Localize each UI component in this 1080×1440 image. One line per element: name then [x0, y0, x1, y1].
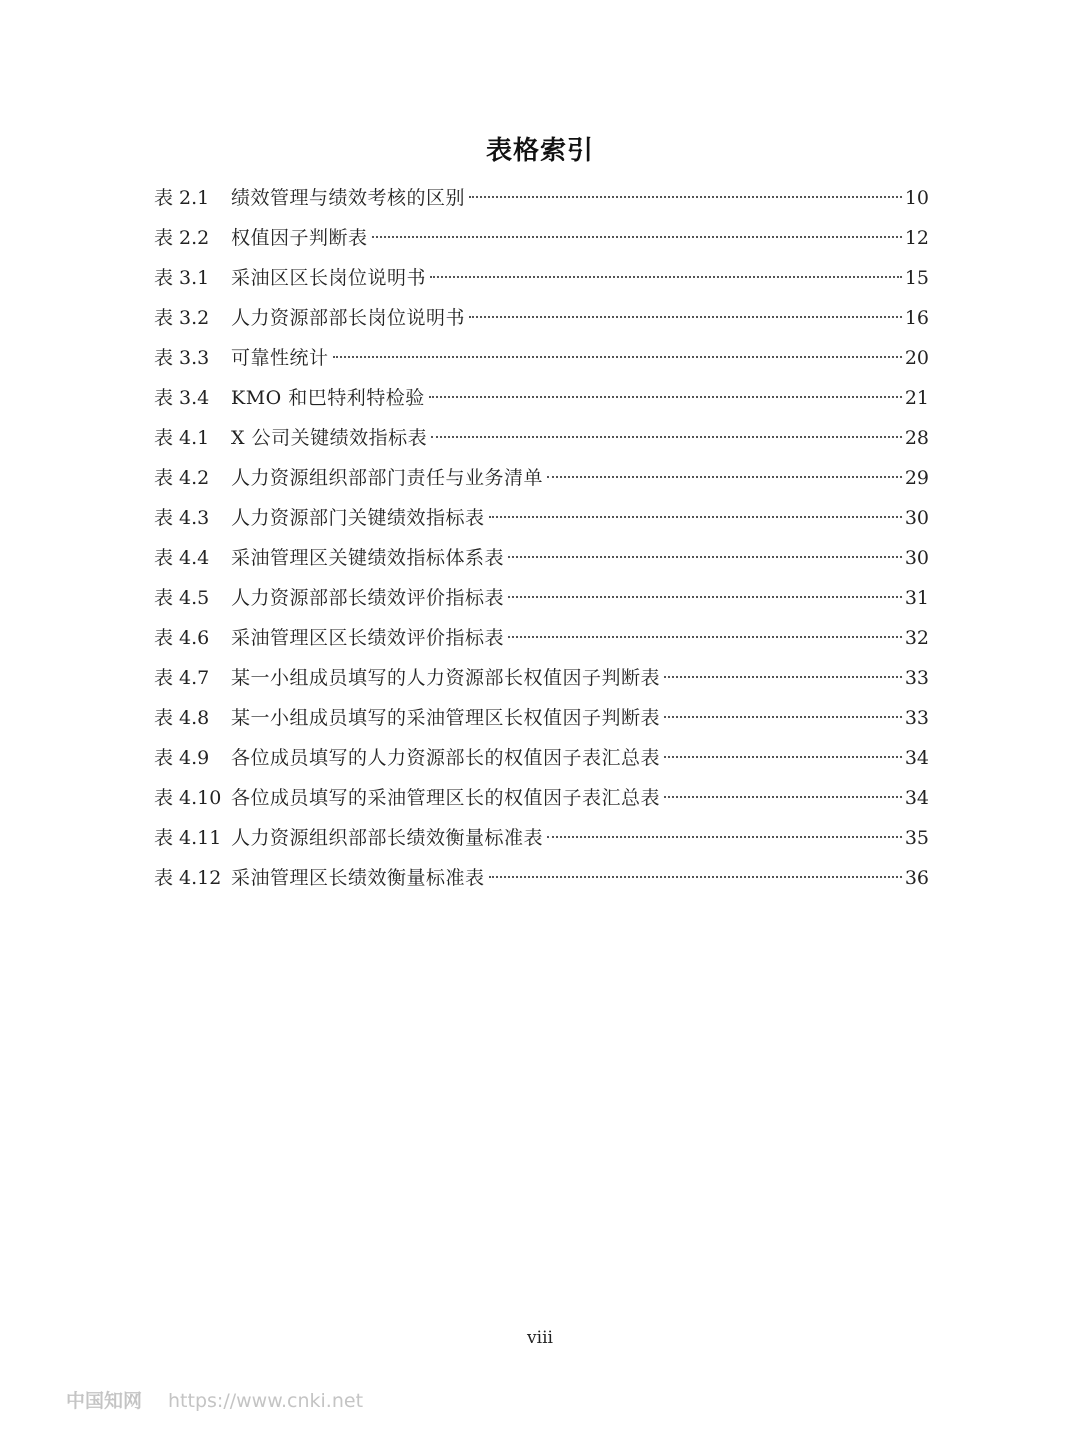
- dot-leader: [489, 516, 902, 518]
- toc-entry-number: 表 2.1: [154, 187, 210, 209]
- toc-entry-page: 20: [904, 347, 929, 369]
- dot-leader: [431, 436, 902, 438]
- toc-entry[interactable]: [154, 338, 929, 378]
- dot-leader: [508, 596, 902, 598]
- toc-entry-page: 10: [904, 187, 929, 209]
- toc-entry[interactable]: [154, 298, 929, 338]
- toc-entry-page: 30: [904, 507, 929, 529]
- toc-entry-number: 表 4.1: [154, 427, 210, 449]
- toc-entry-label: 各位成员填写的采油管理区长的权值因子表汇总表: [231, 787, 661, 809]
- toc-entry[interactable]: [154, 178, 929, 218]
- toc-entry-number: 表 3.4: [154, 387, 210, 409]
- dot-leader: [429, 396, 902, 398]
- toc-entry-label: 某一小组成员填写的人力资源部长权值因子判断表: [231, 667, 661, 689]
- dot-leader: [469, 316, 902, 318]
- toc-entry-label: X 公司关键绩效指标表: [231, 427, 428, 449]
- toc-entry-number: 表 4.4: [154, 547, 210, 569]
- toc-entry-label: 人力资源部部长岗位说明书: [231, 307, 466, 329]
- toc-entry[interactable]: [154, 378, 929, 418]
- toc-entry-number: 表 4.11: [154, 827, 222, 849]
- watermark-url: https://www.cnki.net: [168, 1390, 364, 1412]
- table-index-list: [154, 178, 929, 898]
- toc-entry-page: 30: [904, 547, 929, 569]
- toc-entry[interactable]: [154, 818, 929, 858]
- toc-entry[interactable]: [154, 778, 929, 818]
- toc-entry-label: 可靠性统计: [231, 347, 329, 369]
- toc-entry[interactable]: [154, 498, 929, 538]
- toc-entry-label: 采油区区长岗位说明书: [231, 267, 427, 289]
- toc-entry[interactable]: [154, 458, 929, 498]
- toc-entry[interactable]: [154, 538, 929, 578]
- dot-leader: [430, 276, 902, 278]
- watermark-brand: 中国知网: [66, 1390, 143, 1412]
- dot-leader: [664, 716, 902, 718]
- dot-leader: [547, 836, 902, 838]
- toc-entry-page: 36: [904, 867, 929, 889]
- toc-entry-page: 12: [904, 227, 929, 249]
- toc-entry-label: 各位成员填写的人力资源部长的权值因子表汇总表: [231, 747, 661, 769]
- toc-entry-page: 21: [904, 387, 929, 409]
- toc-entry[interactable]: [154, 698, 929, 738]
- toc-entry-label: 人力资源组织部部长绩效衡量标准表: [231, 827, 544, 849]
- toc-entry[interactable]: [154, 578, 929, 618]
- page-number: viii: [527, 1328, 553, 1348]
- toc-entry[interactable]: [154, 738, 929, 778]
- dot-leader: [664, 676, 902, 678]
- toc-entry-label: KMO 和巴特利特检验: [231, 387, 425, 409]
- toc-entry-number: 表 4.3: [154, 507, 210, 529]
- toc-entry-number: 表 4.12: [154, 867, 222, 889]
- toc-entry-page: 15: [904, 267, 929, 289]
- dot-leader: [489, 876, 902, 878]
- dot-leader: [547, 476, 902, 478]
- dot-leader: [508, 556, 902, 558]
- dot-leader: [469, 196, 902, 198]
- toc-entry-page: 31: [904, 587, 929, 609]
- toc-entry-page: 32: [904, 627, 929, 649]
- toc-entry-page: 34: [904, 787, 929, 809]
- dot-leader: [372, 236, 902, 238]
- toc-entry-number: 表 3.3: [154, 347, 210, 369]
- toc-entry-label: 采油管理区长绩效衡量标准表: [231, 867, 485, 889]
- toc-entry-number: 表 4.2: [154, 467, 210, 489]
- toc-entry[interactable]: [154, 858, 929, 898]
- toc-entry[interactable]: [154, 258, 929, 298]
- dot-leader: [664, 756, 902, 758]
- toc-entry-page: 29: [904, 467, 929, 489]
- dot-leader: [508, 636, 902, 638]
- toc-entry-label: 采油管理区关键绩效指标体系表: [231, 547, 505, 569]
- toc-entry-label: 某一小组成员填写的采油管理区长权值因子判断表: [231, 707, 661, 729]
- toc-entry-number: 表 2.2: [154, 227, 210, 249]
- cnki-watermark: [66, 1386, 363, 1413]
- toc-entry[interactable]: [154, 618, 929, 658]
- toc-entry-number: 表 4.9: [154, 747, 210, 769]
- toc-entry-page: 28: [904, 427, 929, 449]
- dot-leader: [664, 796, 902, 798]
- toc-entry[interactable]: [154, 418, 929, 458]
- toc-entry-number: 表 3.1: [154, 267, 210, 289]
- toc-entry-label: 人力资源部部长绩效评价指标表: [231, 587, 505, 609]
- toc-entry-number: 表 4.6: [154, 627, 210, 649]
- toc-entry-label: 人力资源部门关键绩效指标表: [231, 507, 485, 529]
- toc-entry-label: 绩效管理与绩效考核的区别: [231, 187, 466, 209]
- toc-entry-page: 34: [904, 747, 929, 769]
- toc-entry[interactable]: [154, 658, 929, 698]
- toc-entry-number: 表 3.2: [154, 307, 210, 329]
- toc-entry-number: 表 4.7: [154, 667, 210, 689]
- toc-entry[interactable]: [154, 218, 929, 258]
- toc-entry-page: 16: [904, 307, 929, 329]
- toc-entry-label: 采油管理区区长绩效评价指标表: [231, 627, 505, 649]
- toc-entry-number: 表 4.5: [154, 587, 210, 609]
- toc-entry-page: 35: [904, 827, 929, 849]
- toc-entry-number: 表 4.10: [154, 787, 222, 809]
- dot-leader: [333, 356, 902, 358]
- page-title: 表格索引: [485, 136, 594, 166]
- toc-entry-label: 人力资源组织部部门责任与业务清单: [231, 467, 544, 489]
- toc-entry-page: 33: [904, 707, 929, 729]
- toc-entry-label: 权值因子判断表: [231, 227, 368, 249]
- toc-entry-page: 33: [904, 667, 929, 689]
- toc-entry-number: 表 4.8: [154, 707, 210, 729]
